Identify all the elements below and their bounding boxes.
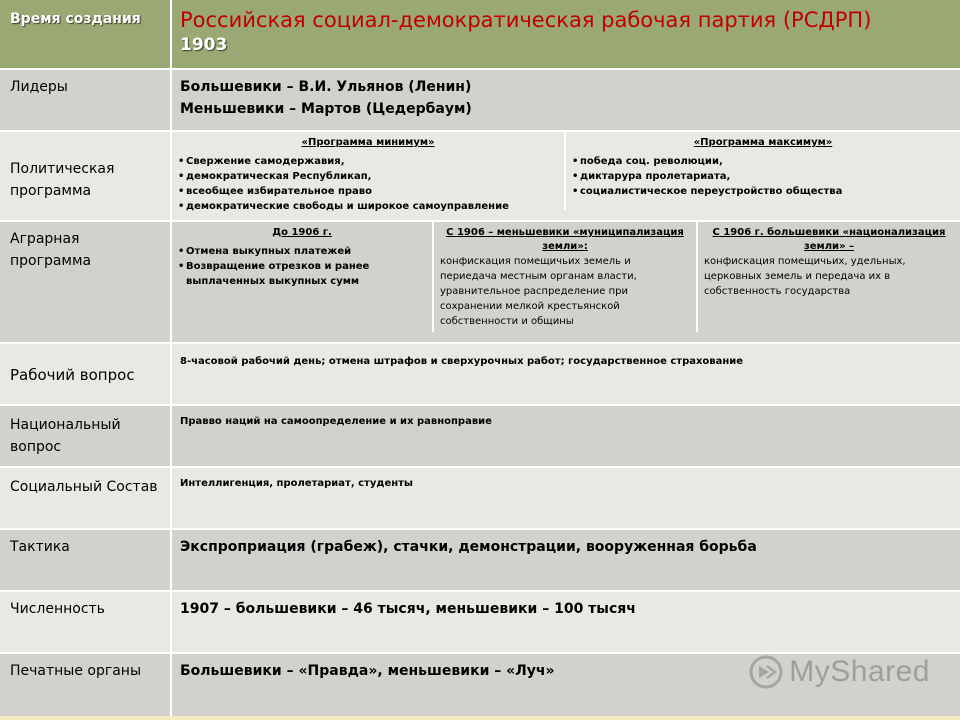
list-item: • Отмена выкупных платежей (178, 244, 426, 259)
list-item: • диктарура пролетариата, (572, 169, 954, 184)
program-minimum-title: «Программа минимум» (301, 137, 435, 148)
header-label: Время создания (0, 0, 172, 68)
bottom-stripe (0, 716, 960, 720)
social-content: Интеллигенция, пролетариат, студенты (180, 478, 413, 489)
social-label: Социальный Состав (0, 468, 172, 528)
agrarian-content (172, 222, 960, 342)
header-row (0, 0, 960, 70)
program-minimum-list (178, 154, 558, 214)
worker-content: 8-часовой рабочий день; отмена штрафов и сверхурочных работ; государственное страхование (180, 356, 744, 367)
number-row (0, 592, 960, 654)
list-item: • демократические свободы и широкое самоуправление (178, 199, 558, 214)
leaders-label: Лидеры (0, 70, 172, 130)
list-item: • демократическая Республикап, (178, 169, 558, 184)
national-row (0, 406, 960, 468)
politics-label: Политическая программа (0, 132, 172, 220)
politics-row (0, 132, 960, 222)
leaders-content (172, 70, 960, 130)
worker-label: Рабочий вопрос (0, 344, 172, 404)
watermark-text: MyShared (789, 655, 930, 688)
agrarian-before-title: До 1906 г. (272, 227, 332, 238)
tactics-label: Тактика (0, 530, 172, 590)
agrarian-before-list (178, 244, 426, 289)
party-year: 1903 (180, 35, 228, 55)
agrarian-mensheviks (434, 222, 698, 332)
program-maximum-list (572, 154, 954, 199)
agrarian-mensheviks-text: конфискация помещичьих земель и периедача местным органам власти, уравнительное распределение при сохранении мелкой крестьянской собственности и общины (440, 256, 637, 327)
list-item: • социалистическое переустройство общества (572, 184, 954, 199)
agrarian-bolsheviks-title: С 1906 г. большевики «национализация земли» – (712, 227, 946, 252)
tactics-content: Экспроприация (грабеж), стачки, демонстрации, вооруженная борьба (180, 539, 757, 555)
agrarian-before-1906 (172, 222, 434, 332)
list-item: • Возвращение отрезков и ранее выплаченных выкупных сумм (178, 259, 426, 289)
watermark (749, 655, 930, 689)
leaders-row (0, 70, 960, 132)
worker-row (0, 344, 960, 406)
myshared-logo-icon (749, 655, 783, 689)
press-label: Печатные органы (0, 654, 172, 720)
list-item: • победа соц. революции, (572, 154, 954, 169)
program-maximum (566, 132, 960, 210)
tactics-row (0, 530, 960, 592)
leaders-line-bolsheviks: Большевики – В.И. Ульянов (Ленин) (180, 79, 472, 95)
agrarian-bolsheviks-text: конфискация помещичьих, удельных, церковных земель и передача их в собственность государства (704, 256, 906, 297)
list-item: • всеобщее избирательное право (178, 184, 558, 199)
social-row (0, 468, 960, 530)
number-content: 1907 – большевики – 46 тысяч, меньшевики – 100 тысяч (180, 601, 636, 617)
agrarian-row (0, 222, 960, 344)
agrarian-mensheviks-title: С 1906 – меньшевики «муниципализация земли»: (446, 227, 684, 252)
agrarian-subgrid (172, 222, 960, 332)
politics-subgrid (172, 132, 960, 210)
program-maximum-title: «Программа максимум» (693, 137, 833, 148)
agrarian-label: Аграрная программа (0, 222, 172, 342)
leaders-line-mensheviks: Меньшевики – Мартов (Цедербаум) (180, 101, 472, 117)
program-minimum (172, 132, 566, 210)
number-label: Численность (0, 592, 172, 652)
list-item: • Свержение самодержавия, (178, 154, 558, 169)
header-content (172, 0, 960, 68)
national-label: Национальный вопрос (0, 406, 172, 466)
party-title: Российская социал-демократическая рабочая партия (РСДРП) (180, 8, 872, 32)
press-content: Большевики – «Правда», меньшевики – «Луч» (180, 663, 555, 679)
politics-content (172, 132, 960, 220)
national-content: Правво наций на самоопределение и их равноправие (180, 416, 492, 427)
agrarian-bolsheviks (698, 222, 960, 332)
